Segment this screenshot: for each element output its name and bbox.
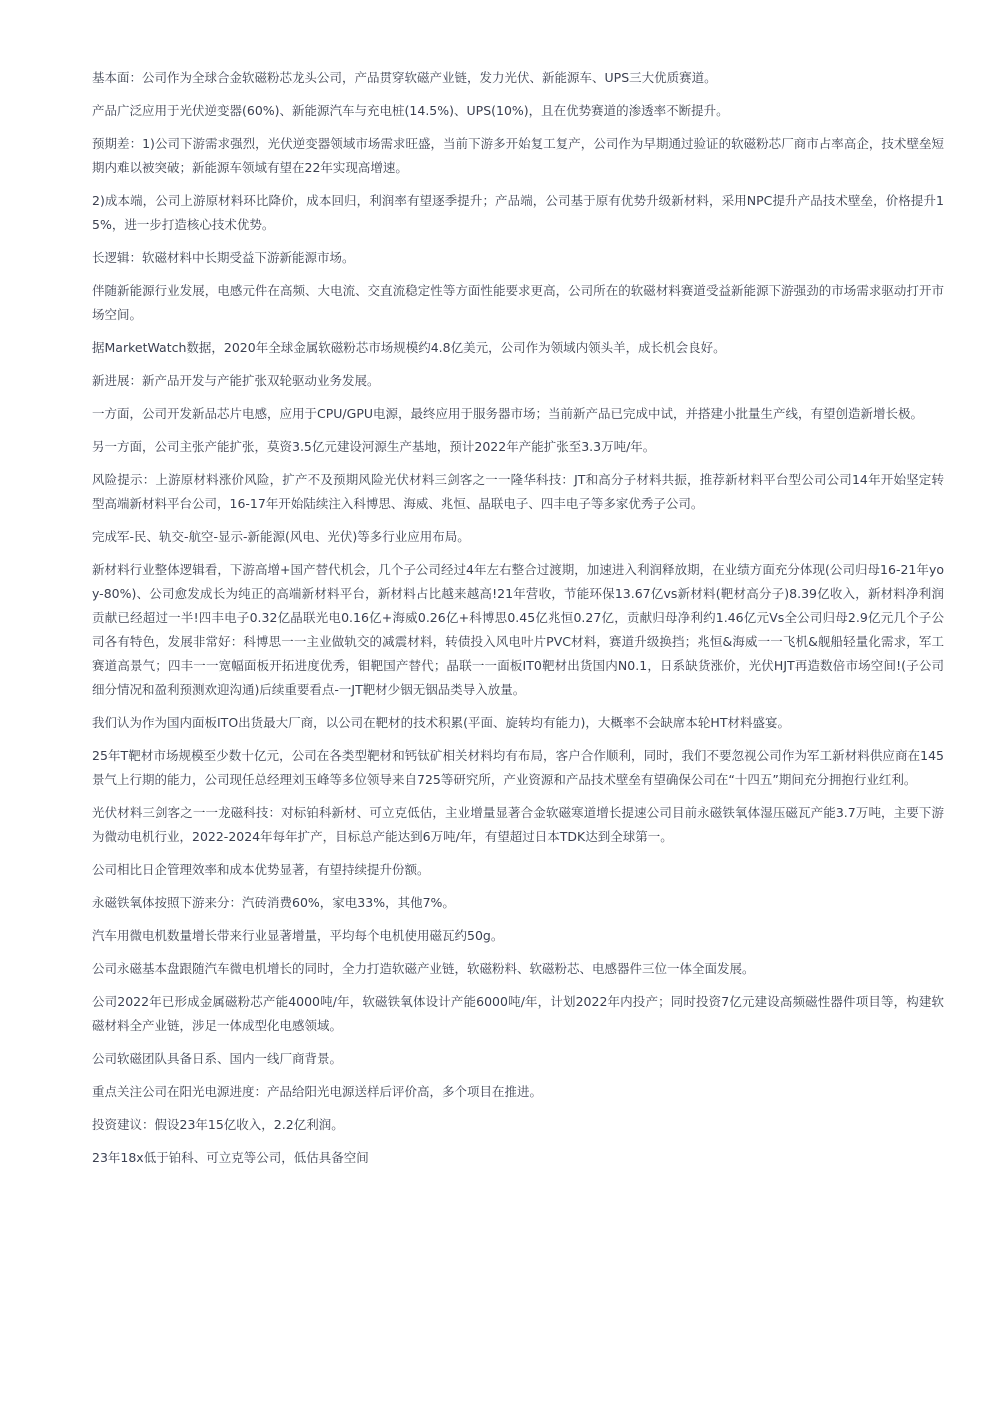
paragraph-auto-motors: 汽车用微电机数量增长带来行业显著增量，平均每个电机使用磁瓦约50g。 [92, 928, 504, 943]
paragraph-long-logic: 长逻辑：软磁材料中长期受益下游新能源市场。 [92, 250, 355, 265]
paragraph-soft-magnetic-chain: 公司永磁基本盘跟随汽车微电机增长的同时，全力打造软磁产业链，软磁粉料、软磁粉芯、电感器件三位一体全面发展。 [92, 961, 755, 976]
paragraph-new-materials-logic: 新材料行业整体逻辑看，下游高增+国产替代机会，几个子公司经过4年左右整合过渡期，加速进入利润释放期，在业绩方面充分体现(公司归母16-21年yoy-80%)、公司愈发成长为纯正的高端新材料平台，新材料占比越来越高!21年营收，节能环保13.67亿vs新材料(靶材高分子)8.39亿收入，新材料净利润贡献已经超过一半!四丰电子0.32亿晶联光电0.16亿+海威0.26亿+科博思0.45亿兆恒0.27亿，贡献归母净利约1.46亿元Vs全公司归母2.9亿元几个子公司各有特色，发展非常好：科博思一一主业做轨交的减震材料，转债投入风电叶片PVC材料，赛道升级换挡；兆恒&海威一一飞机&舰船轻量化需求，军工赛道高景气；四丰一一宽幅面板开拓进度优秀，钼靶国产替代；晶联一一面板IT0靶材出货国内N0.1，日系缺货涨价，光伏HJT再造数倍市场空间!(子公司细分情况和盈利预测欢迎沟通)后续重要看点-一JT靶材少铟无铟品类导入放量。 [92, 562, 944, 697]
paragraph-industry-layout: 完成军-民、轨交-航空-显示-新能源(风电、光伏)等多行业应用布局。 [92, 529, 470, 544]
paragraph-fundamentals: 基本面：公司作为全球合金软磁粉芯龙头公司，产品贯穿软磁产业链，发力光伏、新能源车、UPS三大优质赛道。 [92, 70, 717, 85]
paragraph-expectation-gap-1: 预期差：1)公司下游需求强烈，光伏逆变器领域市场需求旺盛，当前下游多开始复工复产，公司作为早期通过验证的软磁粉芯厂商市占率高企，技术壁垒短期内难以被突破；新能源车领域有望在22年实现高增速。 [92, 136, 944, 175]
paragraph-risk-longhua: 风险提示：上游原材料涨价风险，扩产不及预期风险光伏材料三剑客之一一隆华科技：JT和高分子材料共振，推荐新材料平台型公司公司14年开始坚定转型高端新材料平台公司，16-17年开始陆续注入科博思、海威、兆恒、晶联电子、四丰电子等多家优秀子公司。 [92, 472, 944, 511]
paragraph-investment-advice: 投资建议：假设23年15亿收入，2.2亿利润。 [92, 1117, 344, 1132]
paragraph-longci: 光伏材料三剑客之一一龙磁科技：对标铂科新材、可立克低估，主业增量显著合金软磁寒道增长提速公司目前永磁铁氧体湿压磁瓦产能3.7万吨，主要下游为微动电机行业，2022-2024年每年扩产，目标总产能达到6万吨/年，有望超过日本TDK达到全球第一。 [92, 805, 944, 844]
paragraph-market-size: 据MarketWatch数据，2020年全球金属软磁粉芯市场规模约4.8亿美元，公司作为领域内领头羊，成长机会良好。 [92, 340, 726, 355]
paragraph-efficiency: 公司相比日企管理效率和成本优势显著，有望持续提升份额。 [92, 862, 430, 877]
paragraph-ito-view: 我们认为作为国内面板ITO出货最大厂商，以公司在靶材的技术积累(平面、旋转均有能力)，大概率不会缺席本轮HT材料盛宴。 [92, 715, 790, 730]
paragraph-sungrow: 重点关注公司在阳光电源进度：产品给阳光电源送样后评价高，多个项目在推进。 [92, 1084, 543, 1099]
paragraph-new-products: 一方面，公司开发新品芯片电感，应用于CPU/GPU电源，最终应用于服务器市场；当前新产品已完成中试，并搭建小批量生产线，有望创造新增长极。 [92, 406, 924, 421]
paragraph-ferrite-downstream: 永磁铁氧体按照下游来分：汽砖消费60%，家电33%，其他7%。 [92, 895, 455, 910]
paragraph-expectation-gap-2: 2)成本端，公司上游原材料环比降价，成本回归，利润率有望逐季提升；产品端，公司基于原有优势升级新材料，采用NPC提升产品技术壁垒，价格提升15%，进一步打造核心技术优势。 [92, 193, 944, 232]
paragraph-capacity-2022: 公司2022年已形成金属磁粉芯产能4000吨/年，软磁铁氧体设计产能6000吨/年，计划2022年内投产；同时投资7亿元建设高频磁性器件项目等，构建软磁材料全产业链，涉足一体成型化电感领域。 [92, 994, 944, 1033]
paragraph-target-market: 25年T靶材市场规模至少数十亿元，公司在各类型靶材和钙钛矿相关材料均有布局，客户合作顺利，同时，我们不要忽视公司作为军工新材料供应商在145景气上行期的能力，公司现任总经理刘玉峰等多位领导来自725等研究所，产业资源和产品技术壁垒有望确保公司在“十四五”期间充分拥抱行业红利。 [92, 748, 944, 787]
document-body [92, 66, 944, 1179]
paragraph-capacity-expansion: 另一方面，公司主张产能扩张，莫资3.5亿元建设河源生产基地，预计2022年产能扩张至3.3万吨/年。 [92, 439, 656, 454]
paragraph-new-progress: 新进展：新产品开发与产能扩张双轮驱动业务发展。 [92, 373, 380, 388]
paragraph-applications: 产品广泛应用于光伏逆变器(60%)、新能源汽车与充电桩(14.5%)、UPS(10%)，且在优势赛道的渗透率不断提升。 [92, 103, 729, 118]
paragraph-team: 公司软磁团队具备日系、国内一线厂商背景。 [92, 1051, 343, 1066]
paragraph-new-energy-demand: 伴随新能源行业发展，电感元件在高频、大电流、交直流稳定性等方面性能要求更高，公司所在的软磁材料赛道受益新能源下游强劲的市场需求驱动打开市场空间。 [92, 283, 944, 322]
paragraph-valuation: 23年18x低于铂科、可立克等公司，低估具备空间 [92, 1150, 369, 1165]
